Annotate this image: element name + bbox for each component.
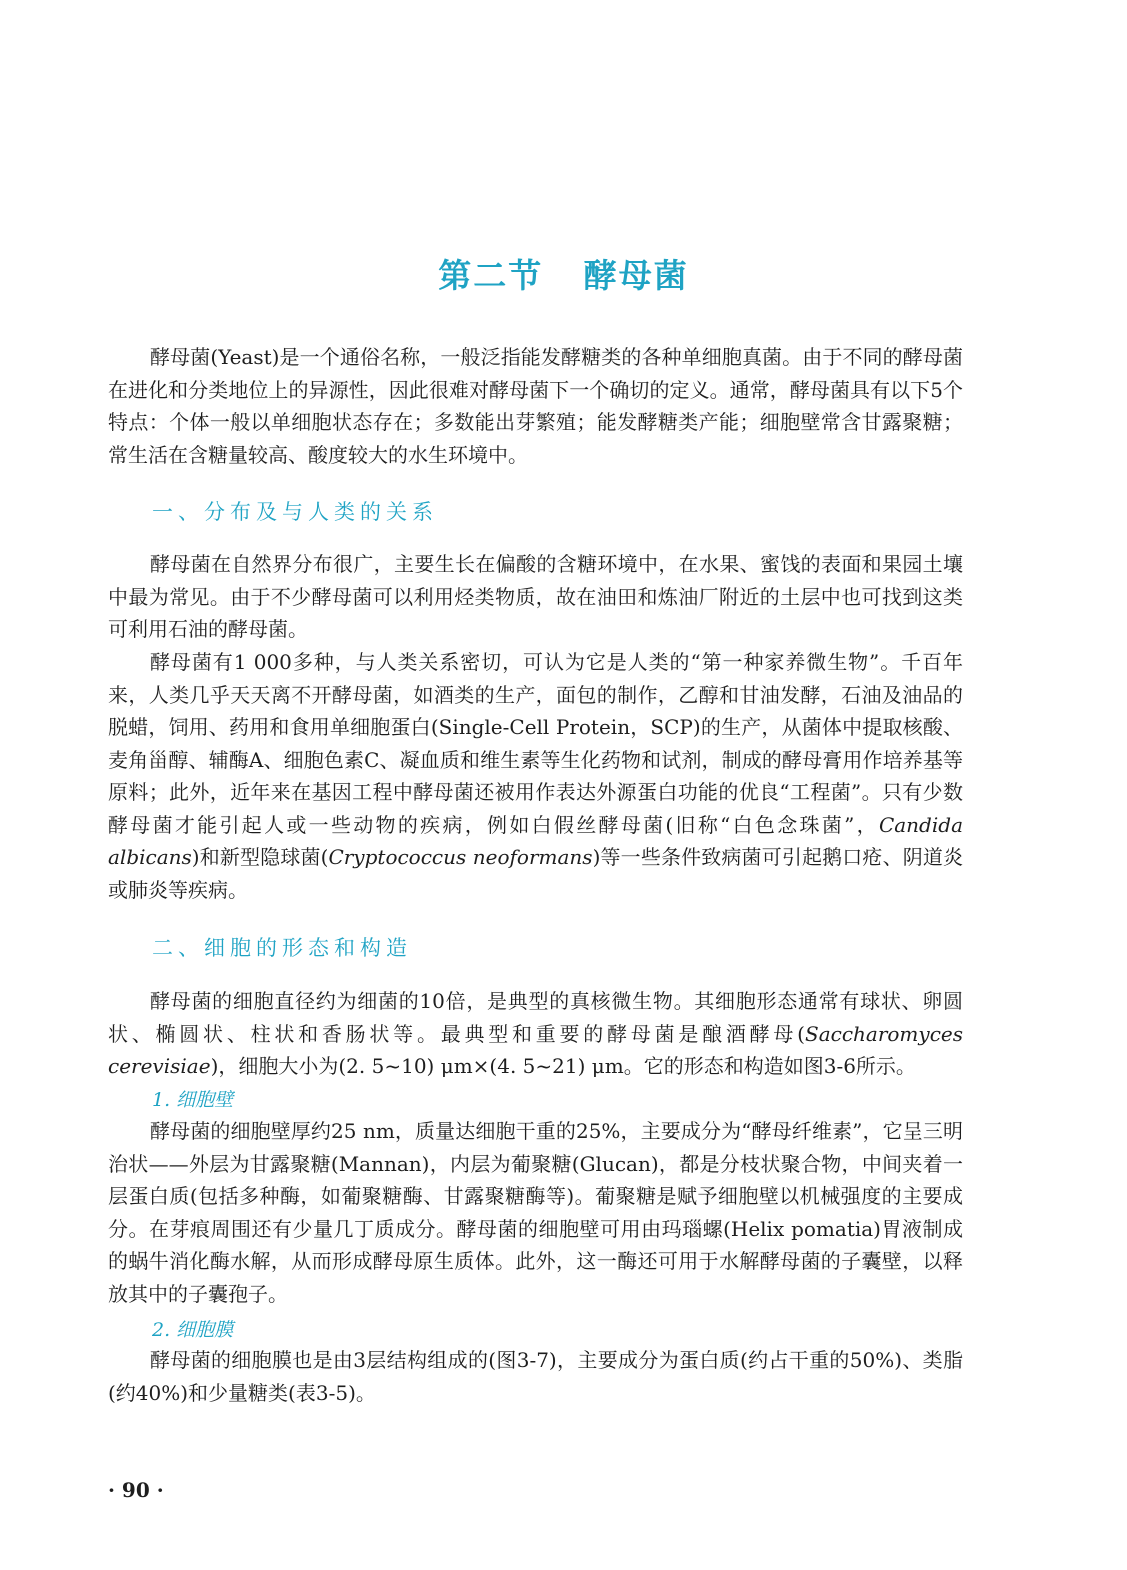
subheading-cell-membrane: 2. 细胞膜 bbox=[152, 1319, 234, 1341]
morphology-paragraph: 酵母菌的细胞直径约为细菌的10倍，是典型的真核微生物。其细胞形态通常有球状、卵圆状、椭圆状、柱状和香肠状等。最典型和重要的酵母菌是酿酒酵母(Saccharomyces cerevisiae)，细胞大小为(2. 5~10) μm×(4. 5~21) μm。它的形态和构造如图3-6所示。 bbox=[108, 989, 963, 1078]
distribution-paragraph-2: 酵母菌有1 000多种，与人类关系密切，可认为它是人类的“第一种家养微生物”。千百年来，人类几乎天天离不开酵母菌，如酒类的生产，面包的制作，乙醇和甘油发酵，石油及油品的脱蜡，饲用、药用和食用单细胞蛋白(Single-Cell Protein，SCP)的生产，从菌体中提取核酸、麦角甾醇、辅酶A、细胞色素C、凝血质和维生素等生化药物和试剂，制成的酵母膏用作培养基等原料；此外，近年来在基因工程中酵母菌还被用作表达外源蛋白功能的优良“工程菌”。只有少数酵母菌才能引起人或一些动物的疾病，例如白假丝酵母菌(旧称“白色念珠菌”，Candida albicans)和新型隐球菌(Cryptococcus neoformans)等一些条件致病菌可引起鹅口疮、阴道炎或肺炎等疾病。 bbox=[108, 650, 964, 902]
section-title: 第二节 酵母菌 bbox=[438, 256, 689, 295]
species-cryptococcus: Cryptococcus neoformans bbox=[328, 845, 593, 869]
subheading-cell-wall: 1. 细胞壁 bbox=[152, 1089, 234, 1111]
heading-morphology: 二、细胞的形态和构造 bbox=[152, 936, 412, 960]
heading-distribution: 一、分布及与人类的关系 bbox=[152, 500, 438, 524]
cell-membrane-paragraph: 酵母菌的细胞膜也是由3层结构组成的(图3-7)，主要成分为蛋白质(约占干重的50%)、类脂(约40%)和少量糖类(表3-5)。 bbox=[108, 1348, 963, 1405]
species-candida: Candida albicans bbox=[108, 812, 963, 869]
page-number: · 90 · bbox=[108, 1478, 164, 1502]
cell-wall-paragraph: 酵母菌的细胞壁厚约25 nm，质量达细胞干重的25%，主要成分为“酵母纤维素”，它呈三明治状——外层为甘露聚糖(Mannan)，内层为葡聚糖(Glucan)，都是分枝状聚合物，中间夹着一层蛋白质(包括多种酶，如葡聚糖酶、甘露聚糖酶等)。葡聚糖是赋予细胞壁以机械强度的主要成分。在芽痕周围还有少量几丁质成分。酵母菌的细胞壁可用由玛瑙螺(Helix pomatia)胃液制成的蜗牛消化酶水解，从而形成酵母原生质体。此外，这一酶还可用于水解酵母菌的子囊壁，以释放其中的子囊孢子。 bbox=[108, 1119, 963, 1306]
intro-paragraph: 酵母菌(Yeast)是一个通俗名称，一般泛指能发酵糖类的各种单细胞真菌。由于不同的酵母菌在进化和分类地位上的异源性，因此很难对酵母菌下一个确切的定义。通常，酵母菌具有以下5个特点：个体一般以单细胞状态存在；多数能出芽繁殖；能发酵糖类产能；细胞壁常含甘露聚糖；常生活在含糖量较高、酸度较大的水生环境中。 bbox=[108, 345, 963, 467]
distribution-paragraph-1: 酵母菌在自然界分布很广，主要生长在偏酸的含糖环境中，在水果、蜜饯的表面和果园土壤中最为常见。由于不少酵母菌可以利用烃类物质，故在油田和炼油厂附近的土层中也可找到这类可利用石油的酵母菌。 bbox=[108, 552, 963, 641]
species-saccharomyces: Saccharomyces cerevisiae bbox=[108, 1021, 963, 1078]
